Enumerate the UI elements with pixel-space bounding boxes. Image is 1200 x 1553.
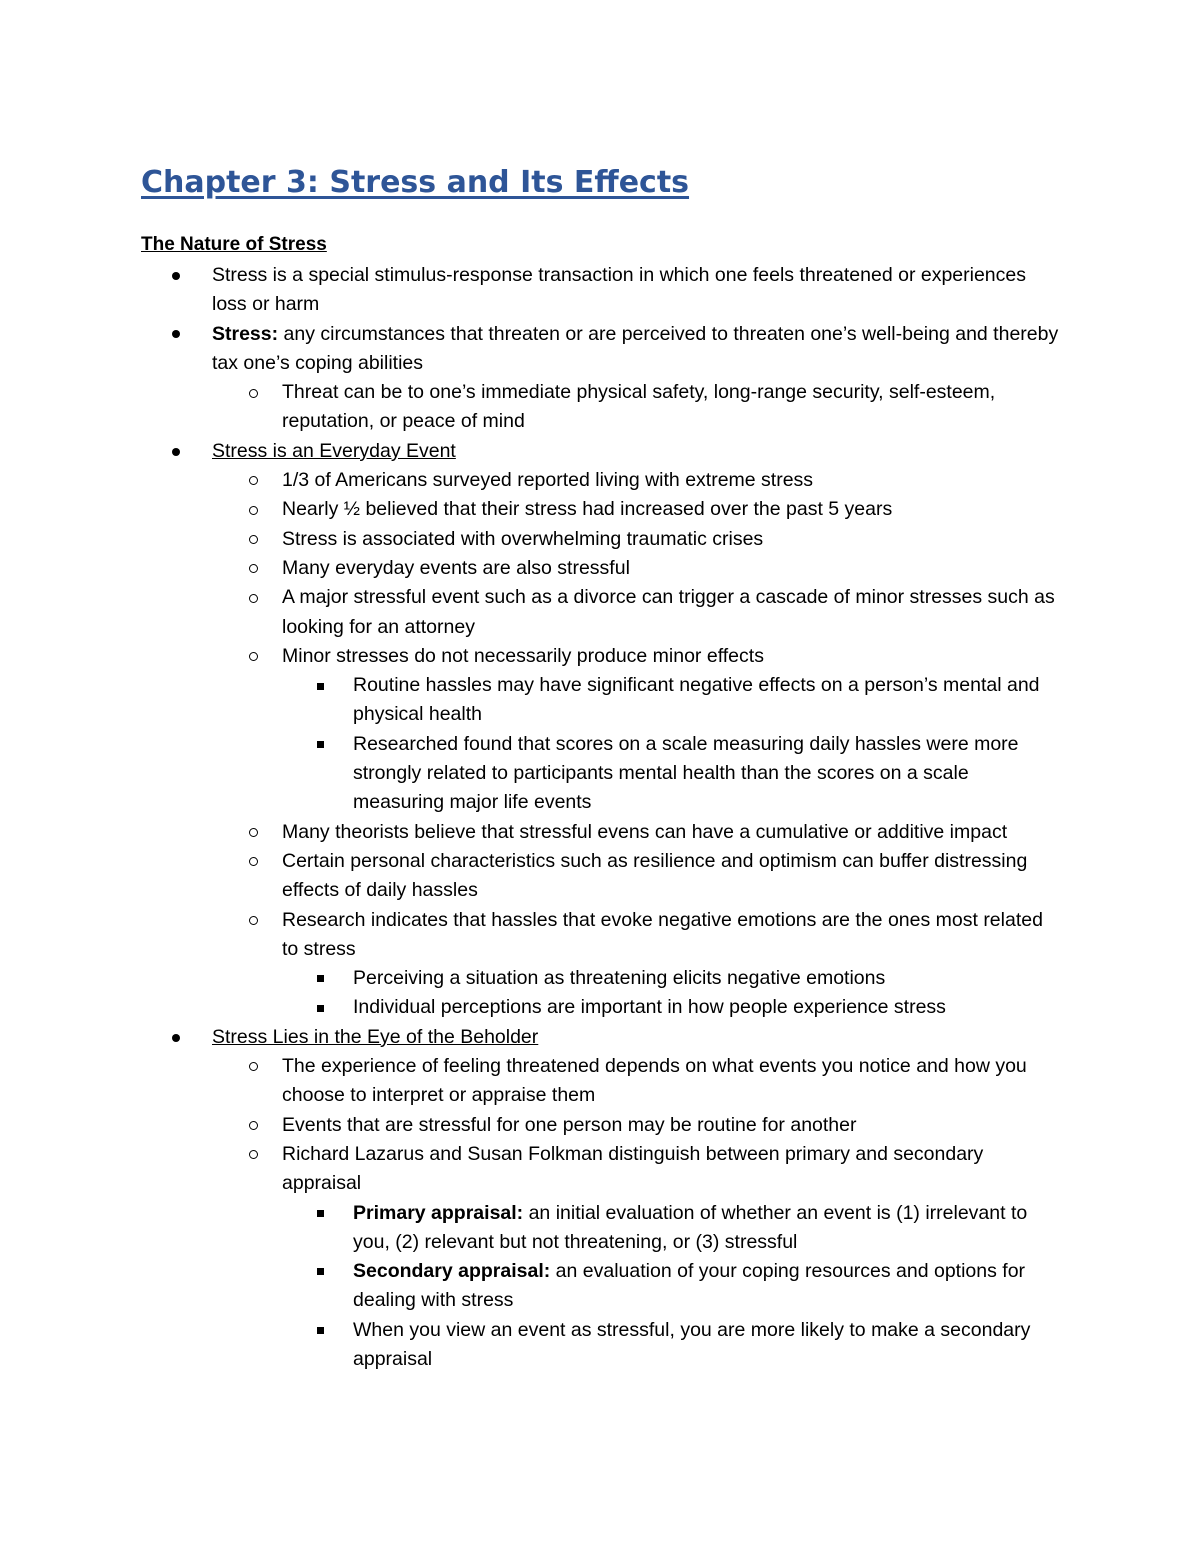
list-item-text: Stress Lies in the Eye of the Beholder [212,1025,539,1048]
list-item-text: The experience of feeling threatened depends on what events you notice and how you choose to interpret or appraise them [282,1055,1027,1107]
list-item-text: an evaluation of your coping resources and options for dealing with stress [353,1260,1026,1312]
list-item-text: Stress is associated with overwhelming traumatic crises [282,527,764,550]
bullet-square-icon [317,964,324,993]
list-item [0,642,1062,671]
list-item [0,1111,1062,1140]
bullet-circle-icon [249,466,258,495]
list-item-text: Minor stresses do not necessarily produce minor effects [282,644,764,667]
bullet-circle-icon [249,554,258,583]
bullet-circle-icon [249,1052,258,1081]
list-item-text: When you view an event as stressful, you are more likely to make a secondary appraisal [353,1318,1031,1370]
list-item [0,261,1062,320]
bullet-dot-icon [172,1023,180,1052]
chapter-title: Chapter 3: Stress and Its Effects [141,165,690,200]
list-item [0,1052,1062,1111]
list-item-text: Stress is an Everyday Event [212,439,456,462]
list-item [0,993,1063,1022]
list-item [0,671,1063,730]
list-item [0,495,1062,524]
bullet-circle-icon [249,906,258,935]
list-item-text: 1/3 of Americans surveyed reported living with extreme stress [282,469,814,492]
bullet-circle-icon [249,818,258,847]
list-item [0,964,1063,993]
list-item-text: Richard Lazarus and Susan Folkman distinguish between primary and secondary appraisal [282,1142,984,1195]
bullet-square-icon [317,1199,324,1228]
list-item [0,730,1063,818]
term-label: Secondary appraisal: [353,1260,551,1283]
list-item-text: A major stressful event such as a divorce can trigger a cascade of minor stresses such as looking for an attorney [282,586,1055,638]
section-heading: The Nature of Stress [141,234,327,255]
list-item-text: Certain personal characteristics such as resilience and optimism can buffer distressing effects of daily hassles [282,849,1028,902]
list-item-text: Stress is a special stimulus-response transaction in which one feels threatened or experiences loss or harm [212,264,1027,316]
list-item [0,437,1062,466]
list-item-text: Routine hassles may have significant negative effects on a person’s mental and physical health [353,674,1040,726]
list-item-text: Events that are stressful for one person may be routine for another [282,1113,857,1136]
bullet-square-icon [317,993,324,1022]
bullet-square-icon [317,730,324,759]
list-item [0,847,1062,906]
list-item-text: an initial evaluation of whether an event is (1) irrelevant to you, (2) relevant but not threatening, or (3) stressful [353,1201,1028,1253]
bullet-circle-icon [249,642,258,671]
list-item [0,466,1062,495]
bullet-circle-icon [249,1111,258,1140]
list-item-text: Individual perceptions are important in how people experience stress [353,996,946,1019]
bullet-square-icon [317,671,324,700]
list-item-text: Threat can be to one’s immediate physical safety, long-range security, self-esteem, reputation, or peace of mind [282,381,996,433]
list-item-text: Researched found that scores on a scale measuring daily hassles were more strongly related to participants mental health than the scores on a scale measuring major life events [353,732,1019,814]
list-item-text: Many everyday events are also stressful [282,556,630,579]
list-item-text: Perceiving a situation as threatening elicits negative emotions [353,967,886,990]
list-item [0,583,1062,642]
outline-list [0,261,1200,1374]
list-item-text: Many theorists believe that stressful evens can have a cumulative or additive impact [282,820,1008,843]
bullet-circle-icon [249,495,258,524]
bullet-circle-icon [249,847,258,876]
list-item [0,906,1062,965]
list-item-text: Research indicates that hassles that evoke negative emotions are the ones most related to stress [282,908,1043,960]
list-item [0,1316,1063,1375]
term-label: Primary appraisal: [353,1201,524,1224]
list-item-text: Nearly ½ believed that their stress had increased over the past 5 years [282,498,893,521]
bullet-square-icon [317,1316,324,1345]
list-item [0,554,1062,583]
list-item [0,1199,1063,1258]
list-item [0,1257,1063,1316]
list-item [0,320,1062,379]
bullet-circle-icon [249,1140,258,1169]
bullet-dot-icon [172,437,180,466]
bullet-square-icon [317,1257,324,1286]
term-label: Stress: [212,322,279,345]
list-item-text: any circumstances that threaten or are perceived to threaten one’s well-being and thereby tax one’s coping abilities [212,322,1059,374]
bullet-dot-icon [172,320,180,349]
bullet-circle-icon [249,583,258,612]
list-item [0,378,1062,437]
bullet-dot-icon [172,261,180,290]
bullet-circle-icon [249,378,258,407]
list-item [0,525,1062,554]
list-item [0,818,1062,847]
list-item [0,1023,1062,1052]
bullet-circle-icon [249,525,258,554]
list-item [0,1140,1062,1199]
